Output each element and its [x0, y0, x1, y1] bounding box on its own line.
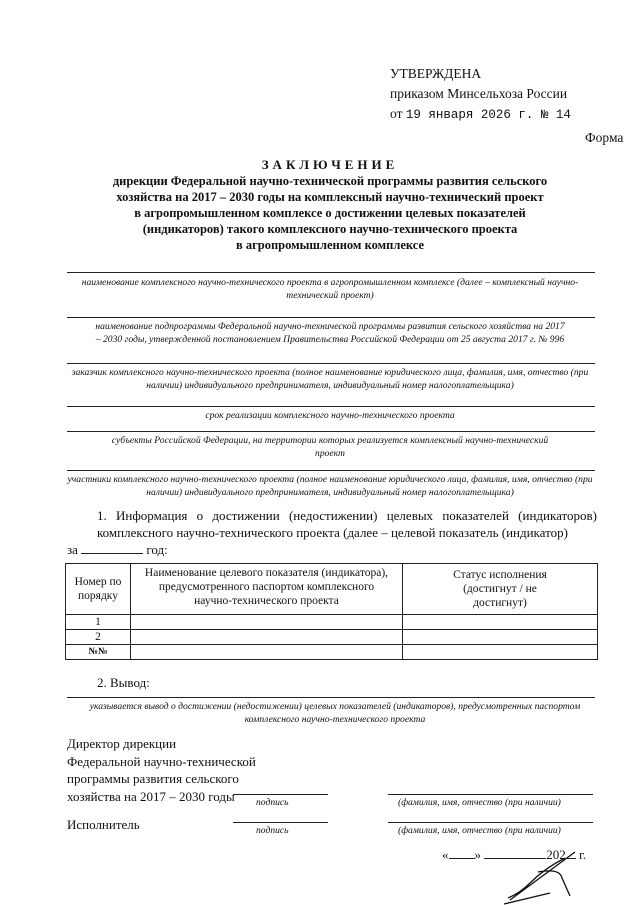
section1-text: 1. Информация о достижении (недостижении) целевых показателей (индикаторов) комплексного научно-технического проекта (далее – целевой показатель (индикатор) — [97, 508, 597, 540]
table-cell: №№ — [66, 645, 131, 660]
table-row — [66, 615, 598, 630]
subprogram-field[interactable] — [67, 317, 595, 318]
form-label: Форма — [585, 130, 624, 145]
table-cell: 2 — [66, 630, 131, 645]
signature-scribble-icon — [490, 848, 600, 905]
conclusion-field[interactable] — [67, 697, 595, 698]
title-line: дирекции Федеральной научно-технической программы развития сельского — [112, 174, 548, 188]
signature-caption: подпись — [256, 825, 289, 836]
table-cell[interactable] — [131, 645, 403, 660]
column-header-number: Номер по порядку — [66, 564, 131, 615]
day-field[interactable] — [449, 846, 475, 859]
executor-signature-field[interactable] — [233, 822, 328, 823]
title-heading: ЗАКЛЮЧЕНИЕ — [261, 157, 399, 172]
customer-field[interactable] — [67, 363, 595, 364]
document-title — [60, 157, 600, 253]
field-caption: наименование подпрограммы Федеральной научно-технической программы развития сельского хозяйства на 2017 – 2030 годы, утвержденной постановлением Правительства Российской Федерации от 25 августа 2017 г. № 996 — [95, 321, 565, 345]
table-cell[interactable] — [403, 645, 598, 660]
executor-label: Исполнитель — [67, 817, 140, 832]
signature-caption: подпись — [256, 797, 289, 808]
table-cell[interactable] — [131, 630, 403, 645]
approval-block — [390, 64, 571, 125]
table-cell: 1 — [66, 615, 131, 630]
field-caption: участники комплексного научно-технического проекта (полное наименование юридического лица, фамилия, имя, отчество (при наличии) индивидуального предпринимателя, индивидуальный номер налогоплательщика) — [67, 474, 593, 498]
conclusion-caption: указывается вывод о достижении (недостижении) целевых показателей (индикаторов), предусмотренных паспортом комплексного научно-технического проекта — [89, 701, 581, 725]
director-signature-field[interactable] — [233, 794, 328, 795]
title-line: в агропромышленном комплексе о достижении целевых показателей — [134, 206, 526, 220]
approval-title: УТВЕРЖДЕНА — [390, 66, 482, 81]
table-row — [66, 630, 598, 645]
table-cell[interactable] — [131, 615, 403, 630]
table-cell[interactable] — [403, 630, 598, 645]
director-line: Федеральной научно-технической — [67, 753, 256, 769]
year-suffix-label: г. — [579, 847, 587, 862]
title-line: в агропромышленном комплексе — [235, 238, 425, 252]
director-line: Директор дирекции — [67, 736, 177, 751]
approval-order: приказом Минсельхоза России — [390, 86, 568, 101]
participants-field[interactable] — [67, 470, 595, 471]
regions-field[interactable] — [67, 431, 595, 432]
approval-date: от 19 января 2026 г. № 14 — [390, 106, 571, 122]
column-header-status: Статус исполнения (достигнут / не достигнут) — [403, 564, 598, 615]
indicators-table — [65, 563, 598, 660]
quote-close: » — [474, 847, 481, 862]
za-label: за — [67, 542, 78, 557]
god-label: год: — [146, 542, 168, 557]
quote-open: « — [442, 847, 449, 862]
director-block — [67, 735, 256, 834]
title-line: хозяйства на 2017 – 2030 годы на комплексный научно-технический проект — [116, 190, 544, 204]
name-caption: (фамилия, имя, отчество (при наличии) — [398, 825, 561, 836]
title-line: (индикаторов) такого комплексного научно-технического проекта — [142, 222, 518, 236]
director-line: программы развития сельского — [67, 771, 239, 786]
table-cell[interactable] — [403, 615, 598, 630]
field-caption: наименование комплексного научно-технического проекта в агропромышленном комплексе (далее – комплексный научно-технический проект) — [81, 277, 579, 301]
section1-paragraph — [67, 507, 597, 558]
field-caption: срок реализации комплексного научно-технического проекта — [205, 410, 455, 421]
column-header-indicator: Наименование целевого показателя (индикатора), предусмотренного паспортом комплексного научно-технического проекта — [131, 564, 403, 615]
project-name-field[interactable] — [67, 272, 595, 273]
field-caption: заказчик комплексного научно-технического проекта (полное наименование юридического лица, фамилия, имя, отчество (при наличии) индивидуального предпринимателя, индивидуальный номер налогоплательщика) — [71, 367, 589, 391]
executor-name-field[interactable] — [388, 822, 593, 823]
field-caption: субъекты Российской Федерации, на территории которых реализуется комплексный научно-технический проект — [111, 435, 549, 459]
name-caption: (фамилия, имя, отчество (при наличии) — [398, 797, 561, 808]
term-field[interactable] — [67, 406, 595, 407]
director-line: хозяйства на 2017 – 2030 годы — [67, 788, 235, 804]
table-header-row — [66, 564, 598, 615]
year-field[interactable] — [81, 542, 143, 554]
director-name-field[interactable] — [388, 794, 593, 795]
section2-label: 2. Вывод: — [97, 675, 150, 690]
table-row — [66, 645, 598, 660]
year-prefix: 202 — [546, 847, 566, 862]
